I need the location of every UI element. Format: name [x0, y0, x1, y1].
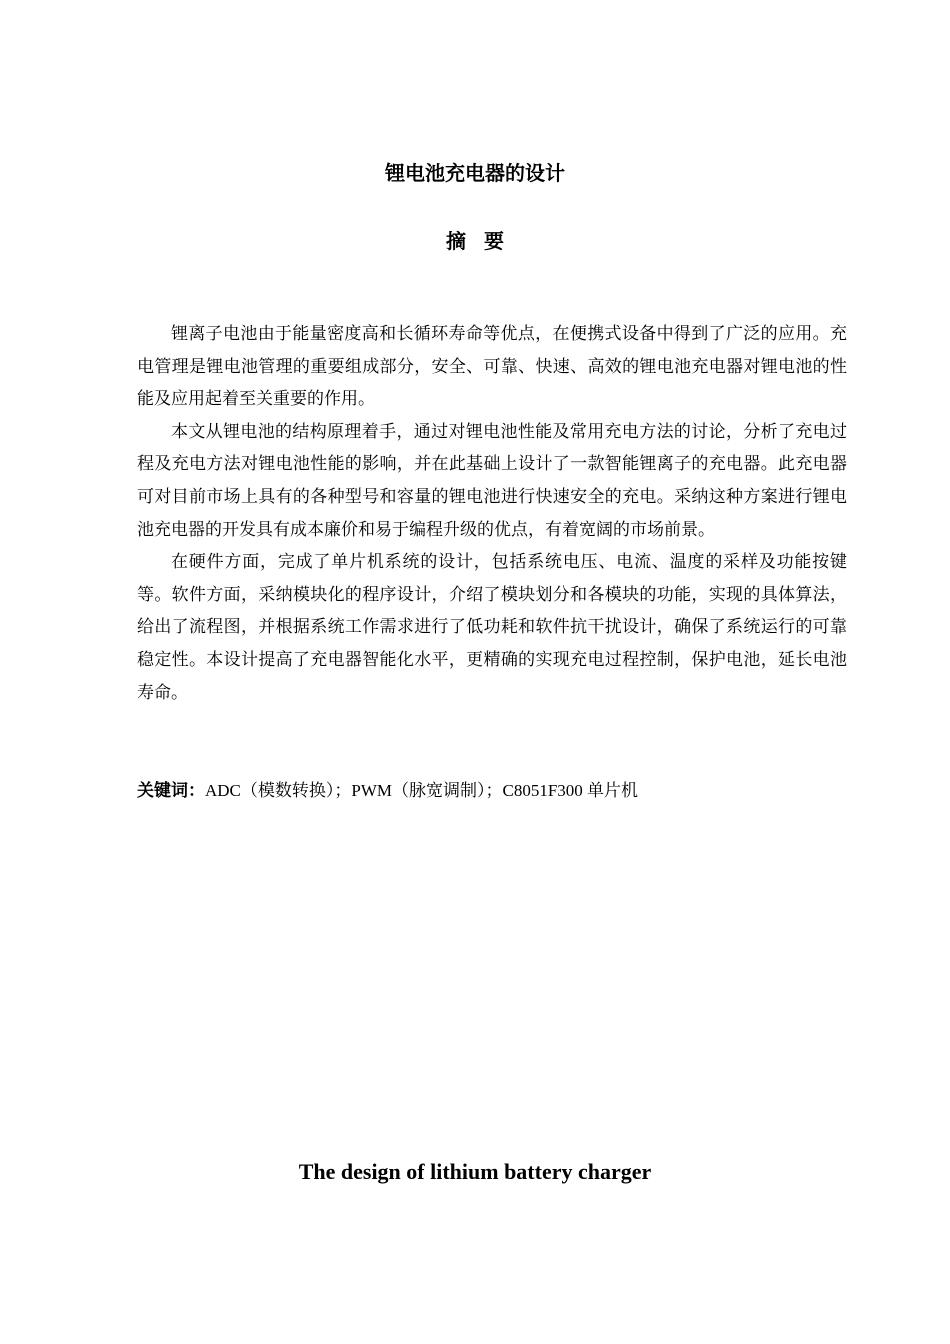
english-title: The design of lithium battery charger	[298, 1159, 652, 1184]
document-title: 锂电池充电器的设计	[385, 161, 565, 185]
abstract-body	[137, 318, 847, 709]
abstract-paragraph-3: 在硬件方面，完成了单片机系统的设计，包括系统电压、电流、温度的采样及功能按键等。软件方面，采纳模块化的程序设计，介绍了模块划分和各模块的功能，实现的具体算法，给出了流程图，并根据系统工作需求进行了低功耗和软件抗干扰设计，确保了系统运行的可靠稳定性。本设计提高了充电器智能化水平，更精确的实现充电过程控制，保护电池，延长电池寿命。	[137, 552, 847, 703]
keywords-line	[137, 776, 847, 806]
abstract-paragraph-2: 本文从锂电池的结构原理着手，通过对锂电池性能及常用充电方法的讨论，分析了充电过程及充电方法对锂电池性能的影响，并在此基础上设计了一款智能锂离子的充电器。此充电器可对目前市场上具有的各种型号和容量的锂电池进行快速安全的充电。采纳这种方案进行锂电池充电器的开发具有成本廉价和易于编程升级的优点，有着宽阔的市场前景。	[137, 421, 847, 540]
keywords-label: 关键词：	[137, 781, 205, 801]
abstract-paragraph-1: 锂离子电池由于能量密度高和长循环寿命等优点，在便携式设备中得到了广泛的应用。充电管理是锂电池管理的重要组成部分，安全、可靠、快速、高效的锂电池充电器对锂电池的性能及应用起着至关重要的作用。	[137, 324, 847, 410]
abstract-heading: 摘要	[446, 229, 522, 253]
keywords-values: ADC（模数转换）；PWM（脉宽调制）；C8051F300 单片机	[205, 781, 639, 800]
